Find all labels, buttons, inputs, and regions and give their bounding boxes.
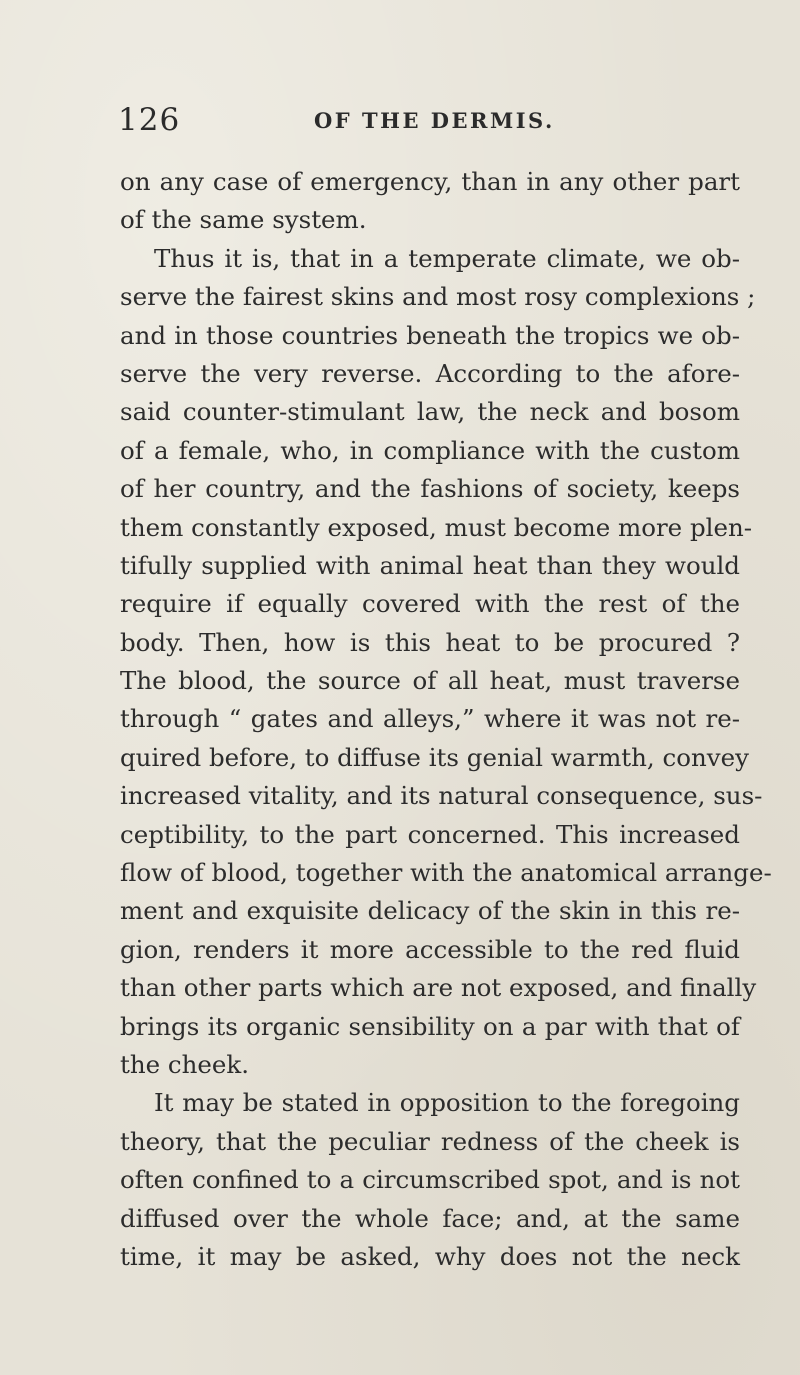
text-line: The blood, the source of all heat, must traverse <box>120 666 740 696</box>
running-title: OF THE DERMIS. <box>314 108 555 133</box>
text-line: said counter-stimulant law, the neck and bosom <box>120 397 740 427</box>
text-line: Thus it is, that in a temperate climate, we ob- <box>154 243 740 273</box>
text-line: than other parts which are not exposed, and finally <box>120 973 757 1003</box>
text-line: diffused over the whole face; and, at the same <box>120 1203 740 1233</box>
text-line: time, it may be asked, why does not the neck <box>120 1241 740 1271</box>
text-line: gion, renders it more accessible to the red fluid <box>120 934 740 964</box>
text-line: the cheek. <box>120 1049 250 1079</box>
text-line: them constantly exposed, must become more plen- <box>120 512 753 542</box>
text-line: It may be stated in opposition to the foregoing <box>154 1088 740 1118</box>
text-line: increased vitality, and its natural consequence, sus- <box>120 781 763 811</box>
text-line: of a female, who, in compliance with the custom <box>120 435 740 465</box>
text-line: ceptibility, to the part concerned. This increased <box>120 819 740 849</box>
text-line: theory, that the peculiar redness of the cheek is <box>120 1126 740 1156</box>
running-head <box>118 102 678 146</box>
text-line: ment and exquisite delicacy of the skin in this re- <box>120 896 740 926</box>
body-text <box>120 163 772 1276</box>
text-line: tifully supplied with animal heat than they would <box>120 550 740 580</box>
text-line: of her country, and the fashions of society, keeps <box>120 474 740 504</box>
text-line: serve the fairest skins and most rosy complexions ; <box>120 282 756 312</box>
text-line: quired before, to diffuse its genial warmth, convey <box>120 742 749 772</box>
text-line: through “ gates and alleys,” where it was not re- <box>120 704 740 734</box>
text-line: of the same system. <box>120 205 367 235</box>
text-line: flow of blood, together with the anatomical arrange- <box>120 858 772 888</box>
page-number: 126 <box>118 102 181 138</box>
text-line: often confined to a circumscribed spot, and is not <box>120 1165 740 1195</box>
text-line: and in those countries beneath the tropics we ob- <box>120 320 740 350</box>
text-line: brings its organic sensibility on a par with that of <box>120 1011 740 1041</box>
text-line: body. Then, how is this heat to be procured ? <box>120 627 740 657</box>
text-line: on any case of emergency, than in any other part <box>120 167 740 196</box>
text-line: serve the very reverse. According to the afore- <box>120 358 740 388</box>
text-line: require if equally covered with the rest of the <box>120 589 740 619</box>
